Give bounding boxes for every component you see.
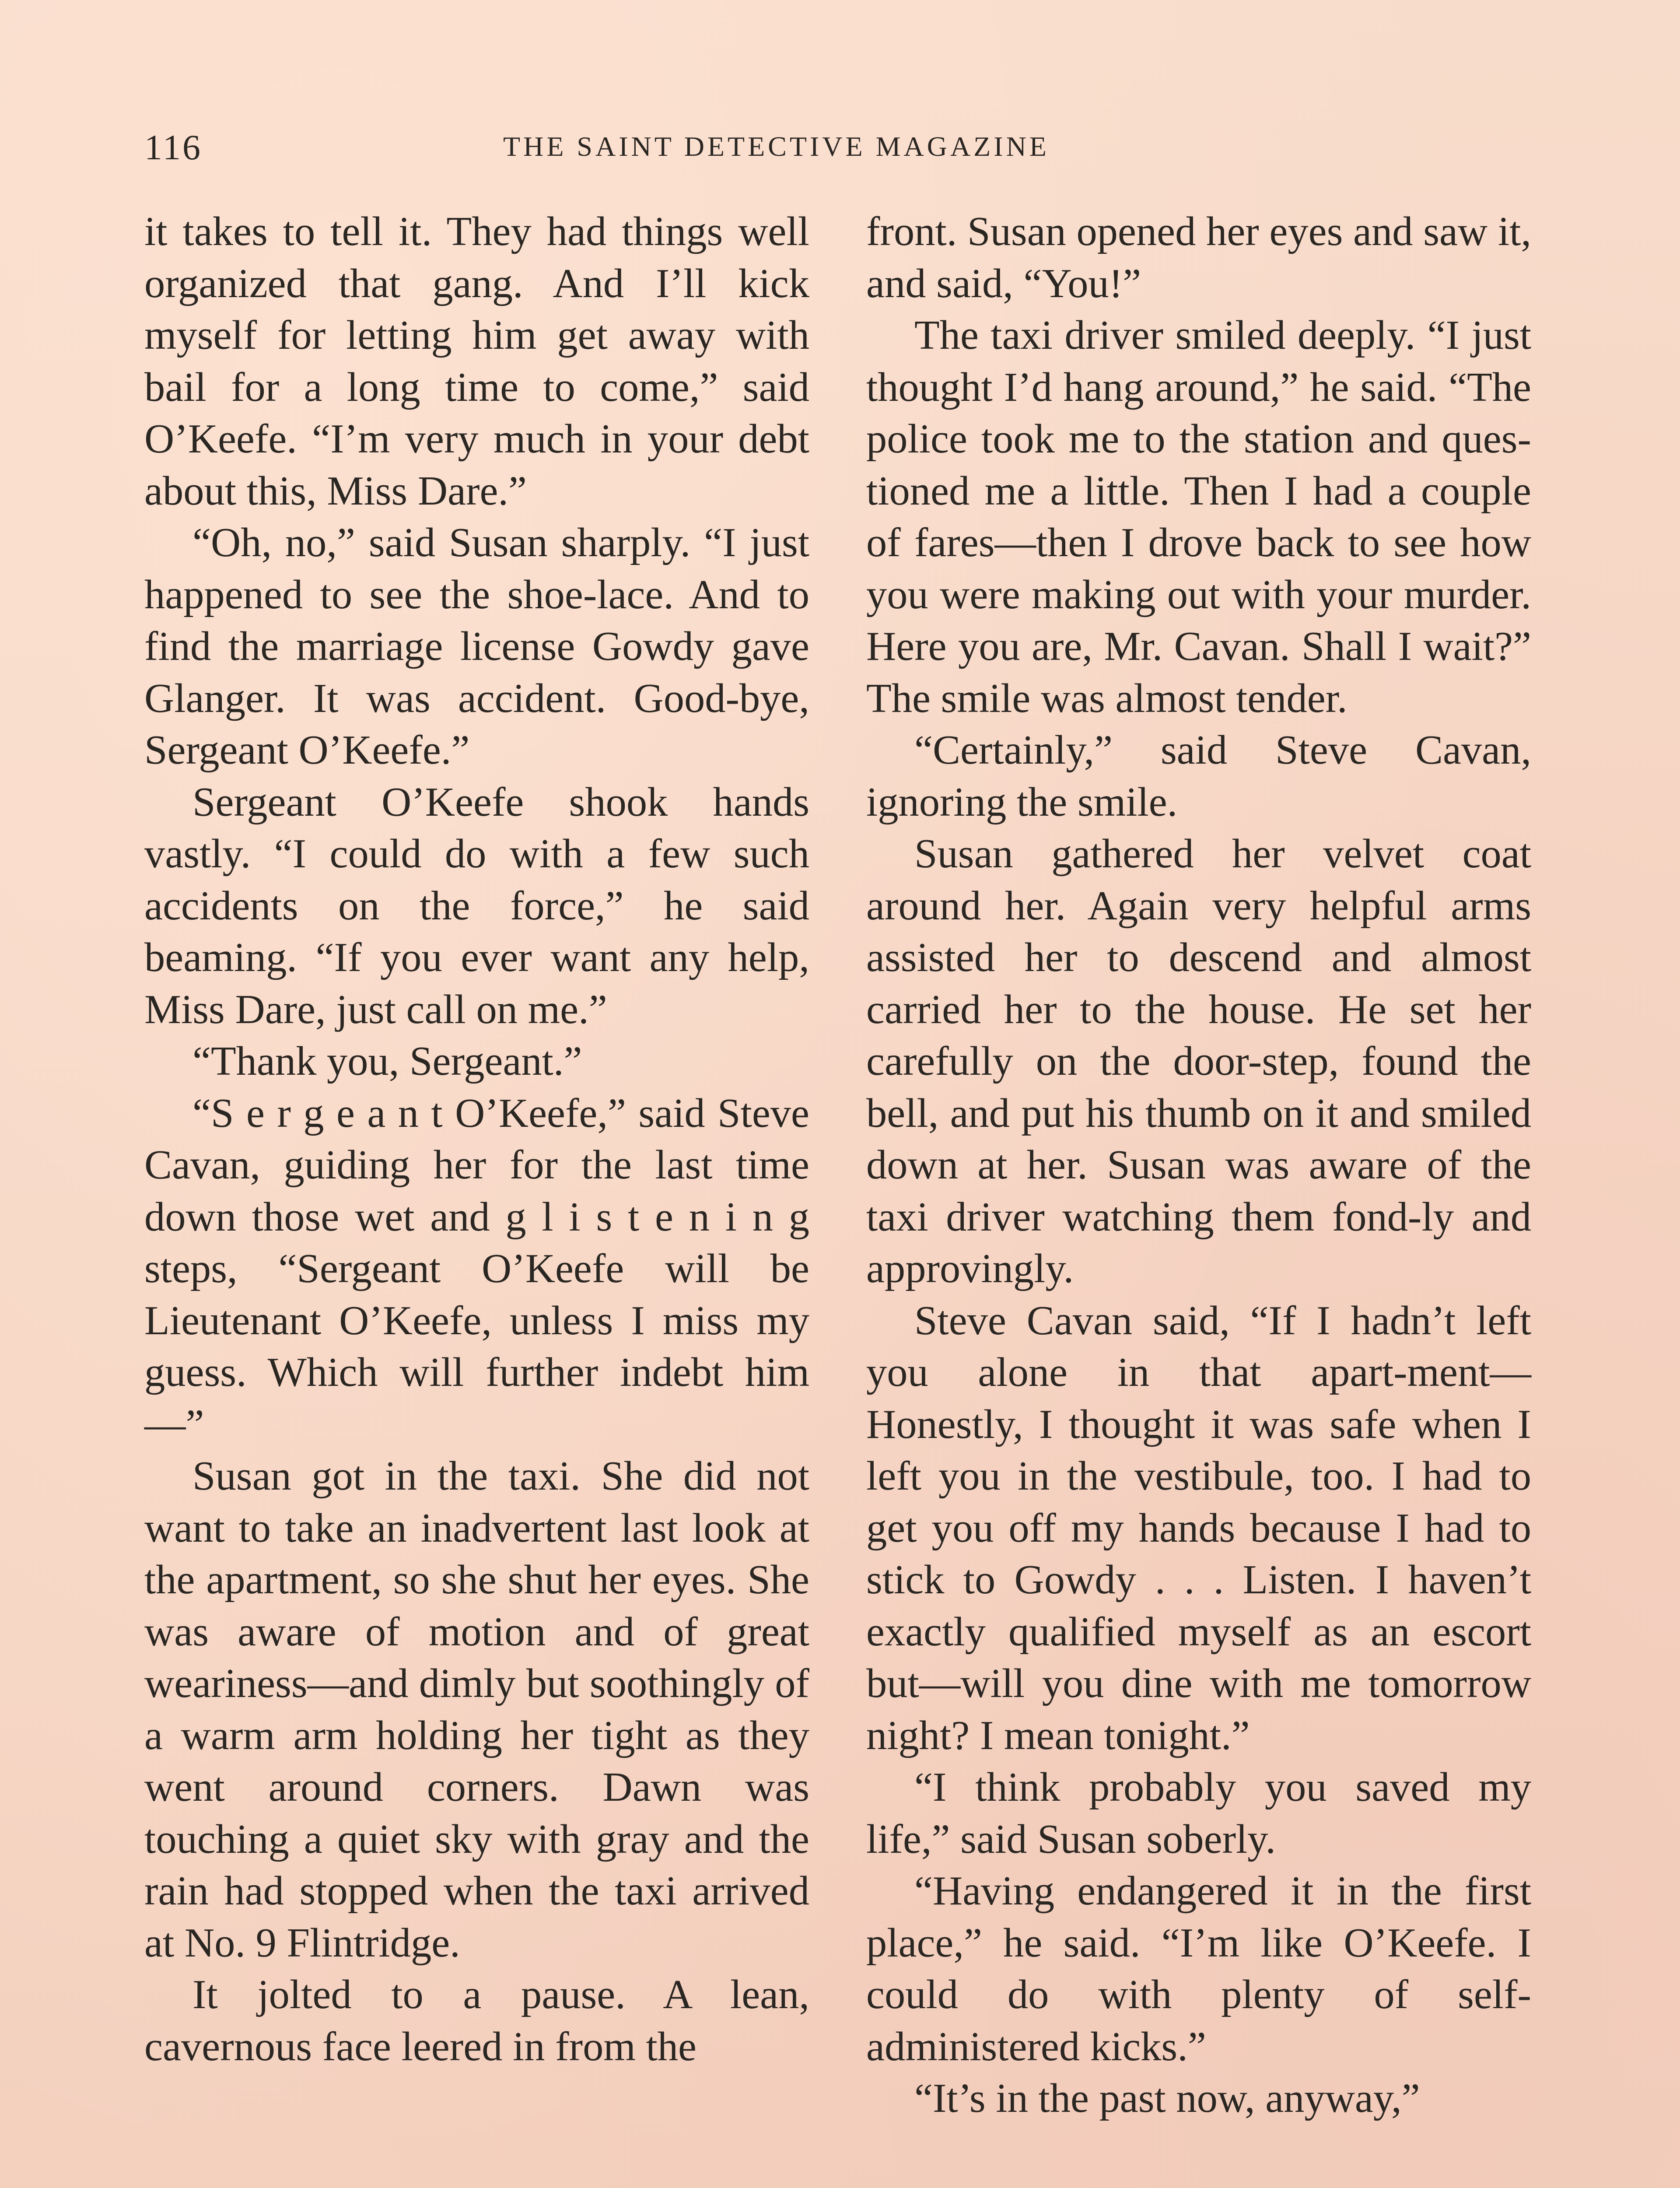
magazine-title: THE SAINT DETECTIVE MAGAZINE: [503, 131, 1050, 162]
running-head: [144, 127, 1536, 179]
paragraph: “It’s in the past now, anyway,”: [914, 2076, 1420, 2121]
paragraph: Sergeant O’Keefe shook hands vastly. “I could do with a few such accidents on the force,” he said beaming. “If you ever want any help, Miss Dare, just call on me.”: [144, 779, 809, 1032]
paragraph: “S e r g e a n t O’Keefe,” said Steve Cavan, guiding her for the last time down those wet and g l i s t e n i n g steps, “Sergeant O’Keefe will be Lieutenant O’Keefe, unless I miss my guess. Which will further indebt him—”: [144, 1090, 809, 1447]
paragraph: Susan got in the taxi. She did not want to take an inadvertent last look at the apartment, so she shut her eyes. She was aware of motion and of great weariness—and dimly but soothingly of a warm arm holding her tight as they went around corners. Dawn was touching a quiet sky with gray and the rain had stopped when the taxi arrived at No. 9 Flintridge.: [144, 1453, 809, 1966]
paragraph: Steve Cavan said, “If I hadn’t left you alone in that apart-ment— Honestly, I thought it was safe when I left you in the vestibule, too. I had to get you off my hands because I had to stick to Gowdy . . . Listen. I haven’t exactly qualified myself as an escort but—will you dine with me tomorrow night? I mean tonight.”: [866, 1297, 1531, 1758]
paragraph: Susan gathered her velvet coat around her. Again very helpful arms assisted her to descend and almost carried her to the house. He set her carefully on the door-step, found the bell, and put his thumb on it and smiled down at her. Susan was aware of the taxi driver watching them fond-ly and approvingly.: [866, 831, 1531, 1291]
right-column: [866, 206, 1531, 2125]
paragraph: “Certainly,” said Steve Cavan, ignoring the smile.: [866, 727, 1531, 825]
left-column: [144, 206, 809, 2072]
paragraph: It jolted to a pause. A lean, cavernous face leered in from the: [144, 1972, 809, 2069]
paragraph: “Having endangered it in the first place,” he said. “I’m like O’Keefe. I could do with plenty of self-administered kicks.”: [866, 1868, 1531, 2069]
paragraph: “I think probably you saved my life,” said Susan soberly.: [866, 1764, 1531, 1862]
page-number: 116: [144, 127, 202, 167]
paragraph: “Oh, no,” said Susan sharply. “I just happened to see the shoe-lace. And to find the marriage license Gowdy gave Glanger. It was accident. Good-bye, Sergeant O’Keefe.”: [144, 520, 809, 773]
paragraph: The taxi driver smiled deeply. “I just thought I’d hang around,” he said. “The police took me to the station and ques-tioned me a little. Then I had a couple of fares—then I drove back to see how you were making out with your murder. Here you are, Mr. Cavan. Shall I wait?” The smile was almost tender.: [866, 312, 1531, 721]
paragraph: it takes to tell it. They had things well organized that gang. And I’ll kick myself for letting him get away with bail for a long time to come,” said O’Keefe. “I’m very much in your debt about this, Miss Dare.”: [144, 209, 809, 514]
paragraph: front. Susan opened her eyes and saw it, and said, “You!”: [866, 209, 1531, 306]
paragraph: “Thank you, Sergeant.”: [192, 1038, 582, 1084]
